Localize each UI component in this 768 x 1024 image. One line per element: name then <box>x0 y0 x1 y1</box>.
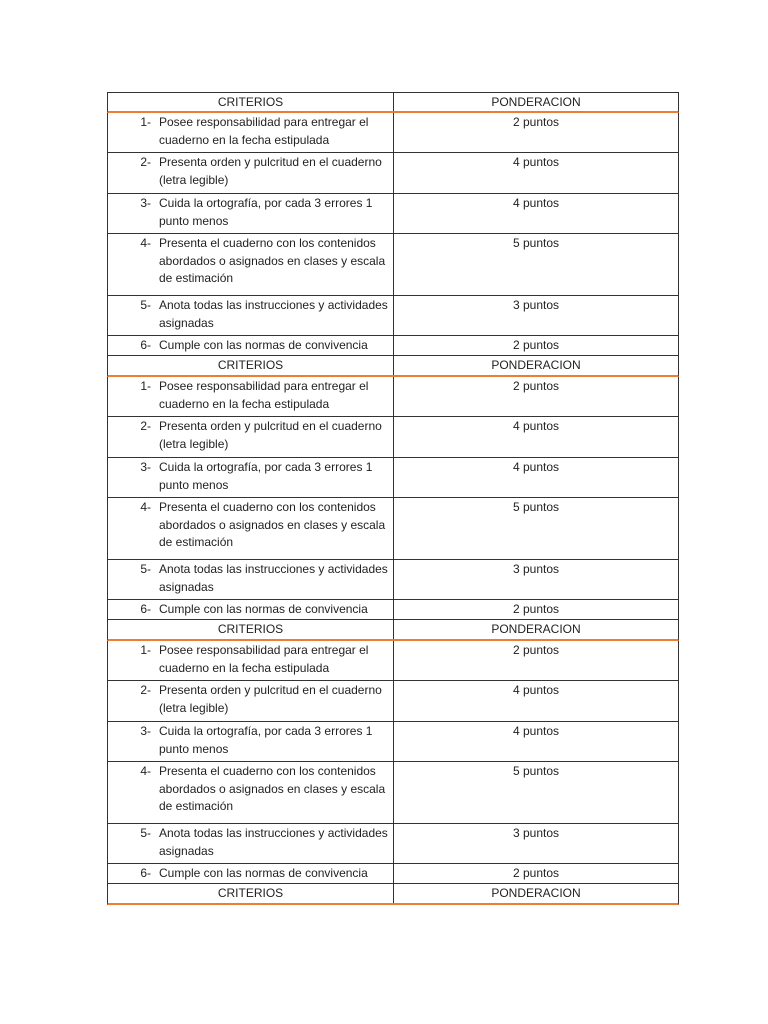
criterion-number: 4- <box>140 236 151 250</box>
criteria-table <box>107 92 679 905</box>
criterion-text: Posee responsabilidad para entregar el cuaderno en la fecha estipulada <box>159 115 369 147</box>
table-row <box>107 722 679 762</box>
criterion-points: 4 puntos <box>512 683 560 697</box>
criterion-text: Anota todas las instrucciones y actividades asignadas <box>159 298 388 330</box>
criterion-points: 3 puntos <box>512 298 560 312</box>
criterion-text: Anota todas las instrucciones y actividades asignadas <box>159 826 388 858</box>
table-row <box>107 600 679 620</box>
table-row <box>107 681 679 722</box>
header-criterios: CRITERIOS <box>108 93 394 111</box>
criterion-text: Cuida la ortografía, por cada 3 errores 1 punto menos <box>159 196 373 228</box>
criterion-points: 4 puntos <box>512 196 560 210</box>
criterion-text: Posee responsabilidad para entregar el cuaderno en la fecha estipulada <box>159 643 369 675</box>
criterion-cell <box>108 762 394 823</box>
header-ponderacion: PONDERACION <box>491 358 581 372</box>
criterion-number: 6- <box>140 866 151 880</box>
criterion-number: 1- <box>140 115 151 129</box>
table-header-row <box>107 620 679 641</box>
criterion-points: 2 puntos <box>512 602 560 616</box>
criterion-cell <box>108 681 394 721</box>
table-header-row <box>107 356 679 377</box>
criterion-cell <box>108 498 394 559</box>
table-row <box>107 864 679 884</box>
criterion-cell <box>108 458 394 497</box>
criterion-cell <box>108 336 394 355</box>
table-row <box>107 336 679 356</box>
table-row <box>107 153 679 194</box>
header-ponderacion: PONDERACION <box>491 95 581 109</box>
criterion-text: Presenta el cuaderno con los contenidos abordados o asignados en clases y escala de estimación <box>159 764 386 813</box>
header-criterios: CRITERIOS <box>108 884 394 903</box>
criterion-text: Cumple con las normas de convivencia <box>159 866 368 880</box>
table-row <box>107 234 679 296</box>
criterion-points: 4 puntos <box>512 460 560 474</box>
criterion-text: Presenta el cuaderno con los contenidos abordados o asignados en clases y escala de estimación <box>159 236 386 285</box>
criterion-number: 6- <box>140 602 151 616</box>
criterion-number: 5- <box>140 562 151 576</box>
criterion-points: 2 puntos <box>512 115 560 129</box>
table-row <box>107 417 679 458</box>
criterion-number: 3- <box>140 724 151 738</box>
criterion-number: 3- <box>140 460 151 474</box>
table-row <box>107 377 679 417</box>
criterion-text: Presenta el cuaderno con los contenidos abordados o asignados en clases y escala de estimación <box>159 500 386 549</box>
table-header-row <box>107 92 679 113</box>
criterion-number: 6- <box>140 338 151 352</box>
criterion-text: Presenta orden y pulcritud en el cuaderno (letra legible) <box>159 683 382 715</box>
table-row <box>107 762 679 824</box>
criterion-points: 5 puntos <box>512 764 560 778</box>
criterion-text: Cumple con las normas de convivencia <box>159 338 368 352</box>
table-row <box>107 296 679 336</box>
criterion-points: 3 puntos <box>512 562 560 576</box>
criterion-text: Cuida la ortografía, por cada 3 errores 1 punto menos <box>159 460 373 492</box>
criterion-cell <box>108 641 394 680</box>
criterion-points: 4 puntos <box>512 724 560 738</box>
criterion-text: Anota todas las instrucciones y actividades asignadas <box>159 562 388 594</box>
criterion-points: 2 puntos <box>512 643 560 657</box>
criterion-cell <box>108 377 394 416</box>
criterion-number: 1- <box>140 643 151 657</box>
header-ponderacion: PONDERACION <box>491 622 581 636</box>
criterion-points: 3 puntos <box>512 826 560 840</box>
criterion-number: 3- <box>140 196 151 210</box>
criterion-number: 4- <box>140 764 151 778</box>
criterion-text: Cuida la ortografía, por cada 3 errores 1 punto menos <box>159 724 373 756</box>
criterion-number: 5- <box>140 826 151 840</box>
criterion-text: Posee responsabilidad para entregar el cuaderno en la fecha estipulada <box>159 379 369 411</box>
criterion-cell <box>108 824 394 863</box>
table-row <box>107 194 679 234</box>
criterion-points: 5 puntos <box>512 500 560 514</box>
table-row <box>107 560 679 600</box>
criterion-number: 4- <box>140 500 151 514</box>
criterion-cell <box>108 600 394 619</box>
criterion-points: 2 puntos <box>512 866 560 880</box>
criterion-cell <box>108 417 394 457</box>
criterion-text: Presenta orden y pulcritud en el cuaderno (letra legible) <box>159 419 382 451</box>
table-row <box>107 641 679 681</box>
criterion-points: 4 puntos <box>512 155 560 169</box>
criterion-number: 2- <box>140 683 151 697</box>
criterion-text: Presenta orden y pulcritud en el cuaderno (letra legible) <box>159 155 382 187</box>
header-criterios: CRITERIOS <box>108 620 394 639</box>
criterion-number: 5- <box>140 298 151 312</box>
criterion-points: 2 puntos <box>512 379 560 393</box>
header-ponderacion: PONDERACION <box>491 886 581 900</box>
criterion-points: 4 puntos <box>512 419 560 433</box>
criterion-cell <box>108 194 394 233</box>
table-row <box>107 824 679 864</box>
criterion-points: 5 puntos <box>512 236 560 250</box>
table-row <box>107 498 679 560</box>
table-row <box>107 113 679 153</box>
criterion-cell <box>108 234 394 295</box>
criterion-cell <box>108 113 394 152</box>
header-criterios: CRITERIOS <box>108 356 394 375</box>
criterion-cell <box>108 722 394 761</box>
criterion-cell <box>108 560 394 599</box>
criterion-number: 2- <box>140 419 151 433</box>
criterion-number: 1- <box>140 379 151 393</box>
criterion-number: 2- <box>140 155 151 169</box>
table-header-row <box>107 884 679 905</box>
table-row <box>107 458 679 498</box>
criterion-cell <box>108 864 394 883</box>
criterion-cell <box>108 296 394 335</box>
criterion-text: Cumple con las normas de convivencia <box>159 602 368 616</box>
criterion-points: 2 puntos <box>512 338 560 352</box>
criterion-cell <box>108 153 394 193</box>
